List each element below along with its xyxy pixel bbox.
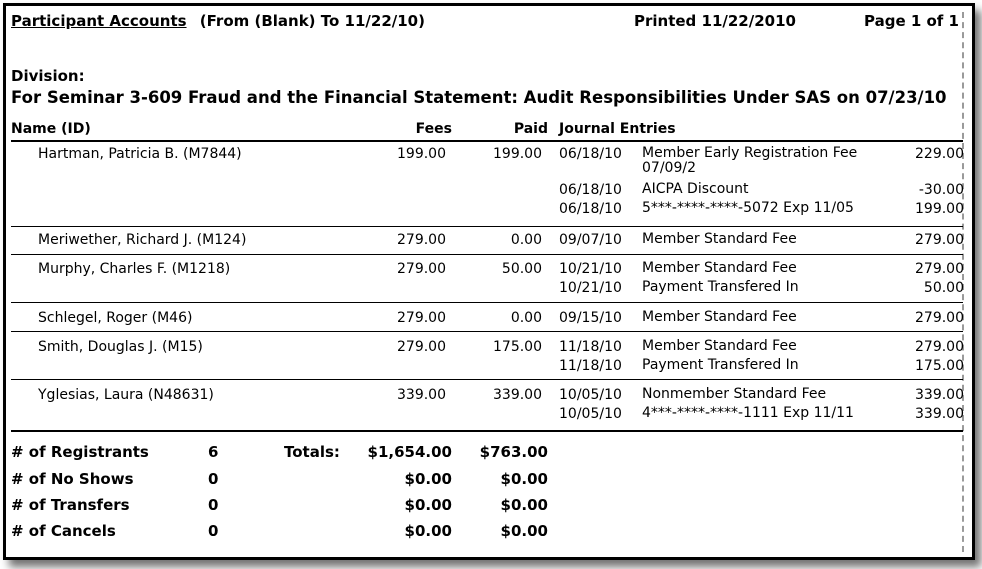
entry-description: 5***-****-****-5072 Exp 11/05	[642, 200, 854, 216]
entry-date: 09/15/10	[559, 310, 622, 326]
column-header-name: Name (ID)	[11, 121, 91, 137]
entry-amount: 279.00	[915, 339, 964, 355]
entry-date: 09/07/10	[559, 232, 622, 248]
entry-amount: 279.00	[915, 310, 964, 326]
summary-fees: $0.00	[404, 522, 452, 540]
entry-amount: 279.00	[915, 261, 964, 277]
summary-label: # of No Shows	[11, 470, 134, 488]
entry-date: 10/21/10	[559, 280, 622, 296]
participant-fees: 199.00	[397, 146, 446, 162]
summary-label: # of Cancels	[11, 522, 116, 540]
entry-description: Member Standard Fee	[642, 338, 797, 354]
participant-name: Smith, Douglas J. (M15)	[38, 339, 203, 355]
totals-rule	[11, 430, 963, 432]
participant-name: Murphy, Charles F. (M1218)	[38, 261, 231, 277]
journal-entries	[559, 146, 964, 220]
summary-paid: $0.00	[500, 522, 548, 540]
row-divider	[11, 226, 963, 227]
entry-amount: -30.00	[918, 182, 964, 198]
summary-count: 0	[208, 496, 219, 514]
division-label: Division:	[11, 67, 85, 85]
participant-paid: 0.00	[510, 310, 542, 326]
entry-description: 4***-****-****-1111 Exp 11/11	[642, 405, 854, 421]
entry-date: 10/21/10	[559, 261, 622, 277]
participant-paid: 199.00	[493, 146, 542, 162]
entry-date: 06/18/10	[559, 182, 622, 198]
summary-paid: $763.00	[479, 443, 548, 461]
journal-entry	[559, 232, 964, 251]
entry-date: 10/05/10	[559, 387, 622, 403]
journal-entries	[559, 261, 964, 299]
journal-entry	[559, 358, 964, 377]
entry-amount: 175.00	[915, 358, 964, 374]
row-divider	[11, 254, 963, 255]
report-title-line	[11, 12, 425, 30]
entry-amount: 279.00	[915, 232, 964, 248]
journal-entry	[559, 201, 964, 220]
participant-name: Schlegel, Roger (M46)	[38, 310, 193, 326]
row-divider	[11, 331, 963, 332]
entry-amount: 229.00	[915, 146, 964, 162]
participant-name: Meriwether, Richard J. (M124)	[38, 232, 247, 248]
journal-entry	[559, 310, 964, 329]
journal-entries	[559, 339, 964, 377]
participant-paid: 0.00	[510, 232, 542, 248]
report-range: (From (Blank) To 11/22/10)	[199, 12, 425, 30]
summary-count: 6	[208, 443, 219, 461]
entry-description: Member Standard Fee	[642, 231, 797, 247]
journal-entry	[559, 182, 964, 201]
summary-count: 0	[208, 470, 219, 488]
entry-date: 10/05/10	[559, 406, 622, 422]
participant-paid: 339.00	[493, 387, 542, 403]
summary-paid: $0.00	[500, 470, 548, 488]
journal-entry	[559, 146, 964, 182]
summary-label: # of Registrants	[11, 443, 149, 461]
report-frame	[3, 3, 975, 560]
journal-entry	[559, 387, 964, 406]
participant-paid: 175.00	[493, 339, 542, 355]
entry-description: Member Early Registration Fee 07/09/2	[642, 145, 858, 176]
entry-date: 11/18/10	[559, 339, 622, 355]
entry-amount: 339.00	[915, 387, 964, 403]
entry-amount: 50.00	[923, 280, 964, 296]
participant-fees: 279.00	[397, 339, 446, 355]
participant-fees: 339.00	[397, 387, 446, 403]
entry-amount: 339.00	[915, 406, 964, 422]
entry-date: 11/18/10	[559, 358, 622, 374]
report-title: Participant Accounts	[11, 12, 187, 30]
journal-entries	[559, 387, 964, 425]
participant-name: Yglesias, Laura (N48631)	[38, 387, 214, 403]
entry-date: 06/18/10	[559, 146, 622, 162]
summary-fees: $1,654.00	[367, 443, 452, 461]
entry-date: 06/18/10	[559, 201, 622, 217]
journal-entries	[559, 232, 964, 251]
entry-description: Payment Transfered In	[642, 279, 799, 295]
entry-description: AICPA Discount	[642, 181, 749, 197]
summary-fees: $0.00	[404, 470, 452, 488]
participant-paid: 50.00	[501, 261, 542, 277]
column-header-paid: Paid	[513, 121, 548, 137]
printed-date: Printed 11/22/2010	[634, 12, 796, 30]
summary-count: 0	[208, 522, 219, 540]
row-divider	[11, 379, 963, 380]
seminar-title: For Seminar 3-609 Fraud and the Financial Statement: Audit Responsibilities Under SAS on 07/23/10	[11, 88, 947, 107]
entry-description: Payment Transfered In	[642, 357, 799, 373]
column-header-fees: Fees	[415, 121, 452, 137]
participant-fees: 279.00	[397, 310, 446, 326]
participant-fees: 279.00	[397, 232, 446, 248]
participant-name: Hartman, Patricia B. (M7844)	[38, 146, 242, 162]
summary-paid: $0.00	[500, 496, 548, 514]
journal-entry	[559, 280, 964, 299]
row-divider	[11, 302, 963, 303]
journal-entry	[559, 339, 964, 358]
summary-label: # of Transfers	[11, 496, 130, 514]
journal-entries	[559, 310, 964, 329]
totals-label: Totals:	[284, 443, 340, 461]
journal-entry	[559, 261, 964, 280]
entry-description: Nonmember Standard Fee	[642, 386, 827, 402]
entry-description: Member Standard Fee	[642, 260, 797, 276]
entry-description: Member Standard Fee	[642, 309, 797, 325]
column-header-journal: Journal Entries	[559, 121, 676, 137]
page-number: Page 1 of 1	[864, 12, 959, 30]
summary-fees: $0.00	[404, 496, 452, 514]
header-rule	[11, 140, 963, 142]
entry-amount: 199.00	[915, 201, 964, 217]
participant-fees: 279.00	[397, 261, 446, 277]
journal-entry	[559, 406, 964, 425]
